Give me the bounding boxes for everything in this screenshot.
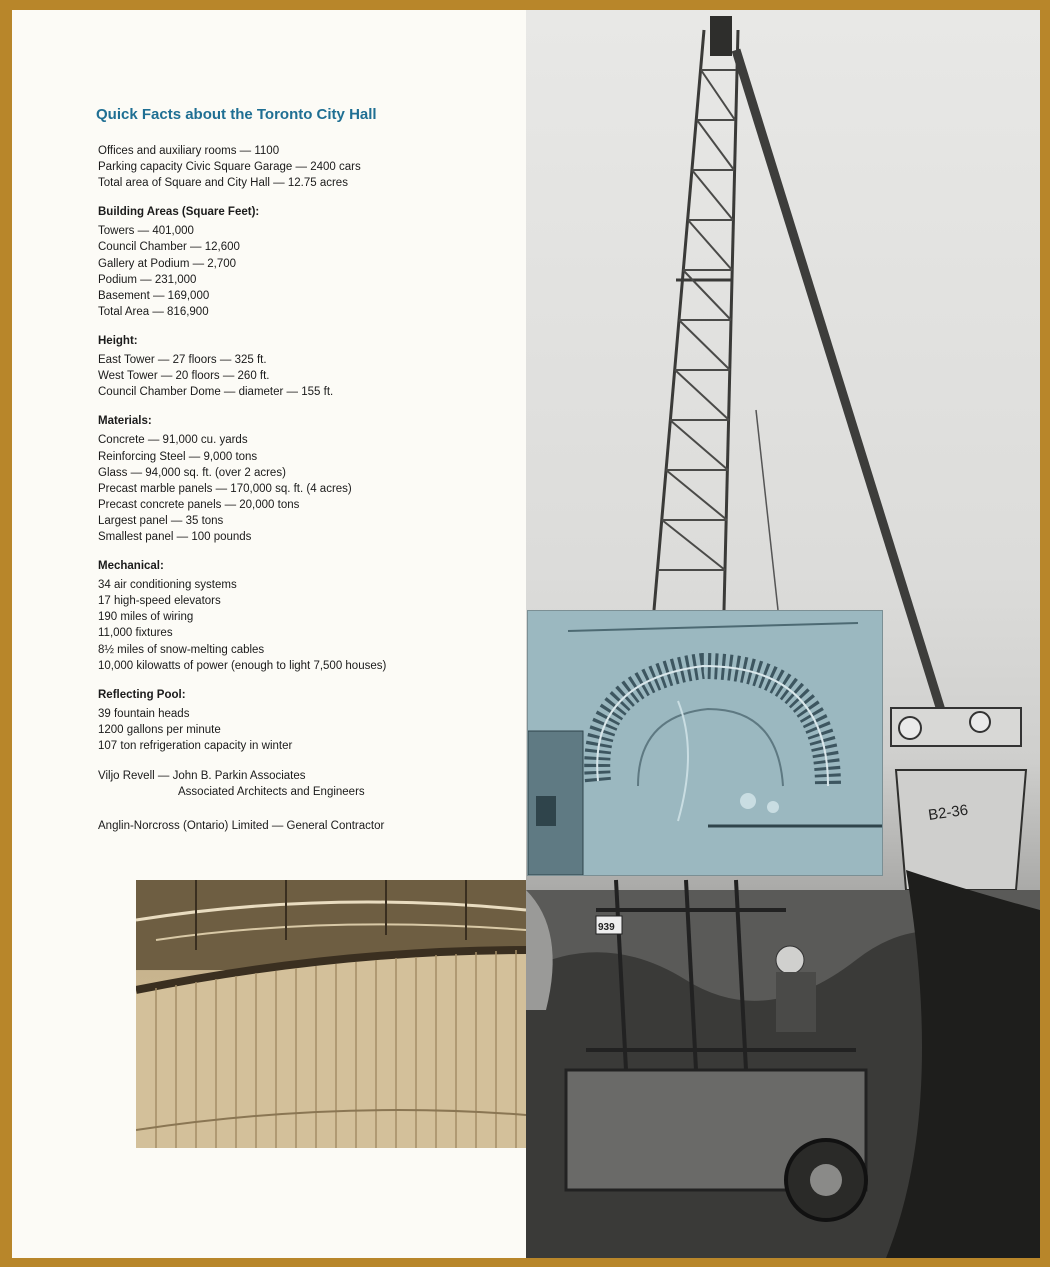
reflecting-pool-section bbox=[98, 687, 518, 754]
fact-line: Precast concrete panels — 20,000 tons bbox=[98, 498, 300, 511]
fact-line: Council Chamber Dome — diameter — 155 ft. bbox=[98, 386, 334, 399]
foundation-aerial-photo bbox=[527, 610, 883, 876]
panel-wall-illustration bbox=[136, 880, 526, 1148]
section-title: Reflecting Pool: bbox=[98, 688, 186, 701]
fact-line: 17 high-speed elevators bbox=[98, 595, 221, 608]
section-title: Materials: bbox=[98, 415, 152, 428]
mechanical-section bbox=[98, 558, 518, 674]
fact-line: 190 miles of wiring bbox=[98, 611, 194, 624]
facts-list bbox=[98, 143, 518, 834]
section-title: Mechanical: bbox=[98, 560, 164, 573]
contractor-credit: Anglin-Norcross (Ontario) Limited — General Contractor bbox=[98, 820, 385, 833]
fact-line: 8½ miles of snow-melting cables bbox=[98, 643, 265, 656]
section-title: Building Areas (Square Feet): bbox=[98, 206, 260, 219]
building-areas-section bbox=[98, 204, 518, 320]
fact-line: Podium — 231,000 bbox=[98, 273, 197, 286]
fact-line: Largest panel — 35 tons bbox=[98, 514, 224, 527]
fact-line: Reinforcing Steel — 9,000 tons bbox=[98, 450, 258, 463]
fact-line: Total area of Square and City Hall — 12.75 acres bbox=[98, 177, 348, 190]
fact-line: 107 ton refrigeration capacity in winter bbox=[98, 740, 293, 752]
fact-line: East Tower — 27 floors — 325 ft. bbox=[98, 354, 267, 367]
general-facts bbox=[98, 143, 518, 191]
fact-line: Offices and auxiliary rooms — 1100 bbox=[98, 145, 280, 157]
drum-label: B2-36 bbox=[927, 801, 970, 824]
credit-subline: Associated Architects and Engineers bbox=[178, 786, 365, 799]
fact-line: Smallest panel — 100 pounds bbox=[98, 530, 252, 543]
height-section bbox=[98, 333, 518, 400]
foundation-illustration bbox=[528, 611, 882, 875]
fact-line: Council Chamber — 12,600 bbox=[98, 241, 240, 254]
credit-line: Viljo Revell — John B. Parkin Associates bbox=[98, 770, 306, 783]
fact-line: Precast marble panels — 170,000 sq. ft. (4 acres) bbox=[98, 482, 352, 495]
fact-line: West Tower — 20 floors — 260 ft. bbox=[98, 370, 270, 383]
fact-line: Total Area — 816,900 bbox=[98, 305, 209, 318]
section-title: Height: bbox=[98, 334, 138, 347]
fact-line: Towers — 401,000 bbox=[98, 225, 194, 238]
fact-line: 34 air conditioning systems bbox=[98, 579, 237, 592]
architects-credit bbox=[98, 768, 518, 800]
fact-line: Concrete — 91,000 cu. yards bbox=[98, 434, 248, 447]
fact-line: Parking capacity Civic Square Garage — 2400 cars bbox=[98, 161, 361, 174]
fact-line: 1200 gallons per minute bbox=[98, 723, 221, 736]
plate-label: 939 bbox=[598, 922, 615, 933]
fact-line: Gallery at Podium — 2,700 bbox=[98, 257, 237, 270]
panel-wall-photo bbox=[136, 880, 526, 1148]
fact-line: Glass — 94,000 sq. ft. (over 2 acres) bbox=[98, 466, 286, 479]
materials-section bbox=[98, 413, 518, 545]
brochure-spread bbox=[12, 10, 1040, 1258]
fact-line: 39 fountain heads bbox=[98, 707, 190, 720]
page-heading: Quick Facts about the Toronto City Hall bbox=[96, 106, 377, 123]
fact-line: 11,000 fixtures bbox=[98, 627, 173, 640]
fact-line: Basement — 169,000 bbox=[98, 289, 210, 302]
fact-line: 10,000 kilowatts of power (enough to light 7,500 houses) bbox=[98, 659, 387, 672]
